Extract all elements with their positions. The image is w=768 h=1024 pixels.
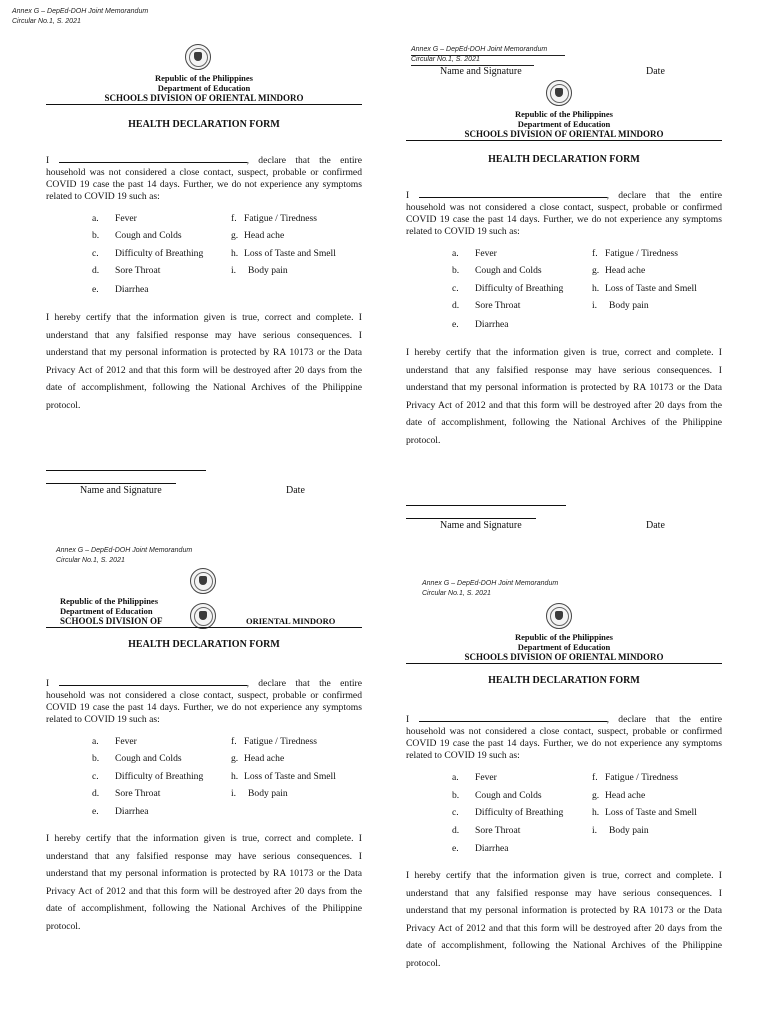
symptom-item: d. Sore Throat [92, 265, 161, 276]
division-label-cont: ORIENTAL MINDORO [246, 616, 336, 626]
name-signature-label: Name and Signature [80, 485, 162, 496]
symptom-item: i. Body pain [231, 788, 288, 799]
name-signature-label: Name and Signature [440, 520, 522, 531]
decl-rest: , declare that the entire household was not considered a close contact, suspect, probable or confirmed COVID 19 case the past 14 days. Further, we do not experience any symptoms related to COVID 19 such as: [406, 190, 722, 237]
department-label: Department of Education [60, 606, 153, 616]
symptom-item: d. Sore Throat [92, 788, 161, 799]
certification-paragraph: I hereby certify that the information given is true, correct and complete. I understand that any falsified response may have serious consequences. I understand that my personal information is protected by RA 10173 or the Data Privacy Act of 2012 and that this form will be destroyed after 20 days from the date of accomplishment, following the National Archives of the Philippine protocol. [406, 347, 722, 446]
annex-note [422, 579, 558, 599]
signature-line[interactable] [46, 470, 206, 471]
symptom-item: c. Difficulty of Breathing [452, 283, 564, 294]
annex-line1: Annex G – DepEd-DOH Joint Memorandum [411, 46, 548, 53]
annex-line2: Circular No.1, S. 2021 [422, 590, 491, 597]
symptom-item: b. Cough and Colds [452, 265, 542, 276]
date-line[interactable] [46, 483, 176, 484]
form-title: HEALTH DECLARATION FORM [128, 639, 280, 650]
symptom-item: d. Sore Throat [452, 825, 521, 836]
division-label: SCHOOLS DIVISION OF ORIENTAL MINDORO [464, 652, 664, 662]
republic-label: Republic of the Philippines [514, 632, 613, 642]
header-rule [406, 140, 722, 141]
decl-start: I [46, 155, 50, 166]
certification-paragraph: I hereby certify that the information given is true, correct and complete. I understand that any falsified response may have serious consequences. I understand that my personal information is protected by RA 10173 or the Data Privacy Act of 2012 and that this form will be destroyed after 20 days from the date of accomplishment, following the National Archives of the Philippine protocol. [46, 312, 362, 411]
symptom-item: a. Fever [452, 248, 497, 259]
name-blank-field[interactable] [419, 188, 607, 198]
form-title: HEALTH DECLARATION FORM [488, 154, 640, 165]
symptom-item: f. Fatigue / Tiredness [592, 248, 679, 259]
symptom-item: d. Sore Throat [452, 300, 521, 311]
header-rule [406, 663, 722, 664]
division-label: SCHOOLS DIVISION OF ORIENTAL MINDORO [464, 129, 664, 139]
division-label: SCHOOLS DIVISION OF [60, 616, 163, 626]
name-blank-field[interactable] [419, 712, 607, 722]
department-label: Department of Education [517, 119, 611, 129]
declaration-paragraph [406, 712, 722, 762]
symptom-item: i. Body pain [231, 265, 288, 276]
decl-start: I [406, 190, 410, 201]
symptom-item: e. Diarrhea [452, 843, 509, 854]
symptom-item: b. Cough and Colds [92, 753, 182, 764]
form-title: HEALTH DECLARATION FORM [488, 675, 640, 686]
deped-seal-icon [546, 603, 572, 629]
form-header [46, 73, 362, 103]
date-label: Date [646, 520, 665, 531]
date-label: Date [646, 66, 665, 77]
declaration-paragraph [46, 153, 362, 203]
symptom-item: i. Body pain [592, 825, 649, 836]
symptom-item: a. Fever [452, 772, 497, 783]
symptom-item: h. Loss of Taste and Smell [592, 283, 697, 294]
annex-line1: Annex G – DepEd-DOH Joint Memorandum [422, 580, 559, 587]
signature-line[interactable] [406, 505, 566, 506]
decl-start: I [46, 678, 50, 689]
symptom-item: h. Loss of Taste and Smell [231, 771, 336, 782]
symptom-item: h. Loss of Taste and Smell [231, 248, 336, 259]
decl-rest: , declare that the entire household was not considered a close contact, suspect, probable or confirmed COVID 19 case the past 14 days. Further, we do not experience any symptoms related to COVID 19 such as: [406, 714, 722, 761]
symptom-item: c. Difficulty of Breathing [92, 771, 204, 782]
date-label: Date [286, 485, 305, 496]
name-blank-field[interactable] [59, 153, 247, 163]
form-header [406, 109, 722, 139]
symptom-item: f. Fatigue / Tiredness [231, 736, 318, 747]
symptom-item: f. Fatigue / Tiredness [231, 213, 318, 224]
annex-note [411, 55, 534, 66]
header-rule [46, 104, 362, 105]
deped-seal-icon [185, 44, 211, 70]
annex-line2: Circular No.1, S. 2021 [411, 56, 480, 63]
declaration-paragraph [46, 676, 362, 726]
deped-seal-icon [546, 80, 572, 106]
annex-line1: Annex G – DepEd-DOH Joint Memorandum [56, 547, 193, 554]
decl-rest: , declare that the entire household was not considered a close contact, suspect, probable or confirmed COVID 19 case the past 14 days. Further, we do not experience any symptoms related to COVID 19 such as: [46, 678, 362, 725]
declaration-paragraph [406, 188, 722, 238]
symptom-item: i. Body pain [592, 300, 649, 311]
decl-rest: , declare that the entire household was not considered a close contact, suspect, probable or confirmed COVID 19 case the past 14 days. Further, we do not experience any symptoms related to COVID 19 such as: [46, 155, 362, 202]
deped-seal-icon [190, 568, 216, 594]
certification-paragraph: I hereby certify that the information given is true, correct and complete. I understand that any falsified response may have serious consequences. I understand that my personal information is protected by RA 10173 or the Data Privacy Act of 2012 and that this form will be destroyed after 20 days from the date of accomplishment, following the National Archives of the Philippine protocol. [46, 833, 362, 932]
annex-line1: Annex G – DepEd-DOH Joint Memorandum [12, 8, 149, 15]
annex-note [12, 7, 148, 27]
republic-label: Republic of the Philippines [154, 73, 253, 83]
symptom-item: g. Head ache [231, 753, 285, 764]
symptom-item: c. Difficulty of Breathing [92, 248, 204, 259]
header-rule [46, 627, 362, 628]
symptom-item: b. Cough and Colds [92, 230, 182, 241]
republic-label: Republic of the Philippines [514, 109, 613, 119]
division-label: SCHOOLS DIVISION OF ORIENTAL MINDORO [104, 93, 304, 103]
symptom-item: e. Diarrhea [92, 806, 149, 817]
annex-note [56, 546, 192, 566]
symptom-item: h. Loss of Taste and Smell [592, 807, 697, 818]
name-signature-label: Name and Signature [440, 66, 522, 77]
annex-line2: Circular No.1, S. 2021 [56, 557, 125, 564]
certification-paragraph: I hereby certify that the information given is true, correct and complete. I understand that any falsified response may have serious consequences. I understand that my personal information is protected by RA 10173 or the Data Privacy Act of 2012 and that this form will be destroyed after 20 days from the date of accomplishment, following the National Archives of the Philippine protocol. [406, 870, 722, 969]
form-title: HEALTH DECLARATION FORM [128, 119, 280, 130]
symptom-item: f. Fatigue / Tiredness [592, 772, 679, 783]
annex-line2: Circular No.1, S. 2021 [12, 18, 81, 25]
symptom-item: a. Fever [92, 213, 137, 224]
department-label: Department of Education [157, 83, 251, 93]
symptom-item: c. Difficulty of Breathing [452, 807, 564, 818]
name-blank-field[interactable] [59, 676, 247, 686]
symptom-item: g. Head ache [592, 790, 646, 801]
department-label: Department of Education [517, 642, 611, 652]
symptom-item: a. Fever [92, 736, 137, 747]
symptom-item: e. Diarrhea [92, 284, 149, 295]
date-line[interactable] [406, 518, 536, 519]
symptom-item: e. Diarrhea [452, 319, 509, 330]
republic-label: Republic of the Philippines [60, 596, 159, 606]
form-header [406, 632, 722, 662]
symptom-item: g. Head ache [592, 265, 646, 276]
symptom-item: b. Cough and Colds [452, 790, 542, 801]
decl-start: I [406, 714, 410, 725]
symptom-item: g. Head ache [231, 230, 285, 241]
